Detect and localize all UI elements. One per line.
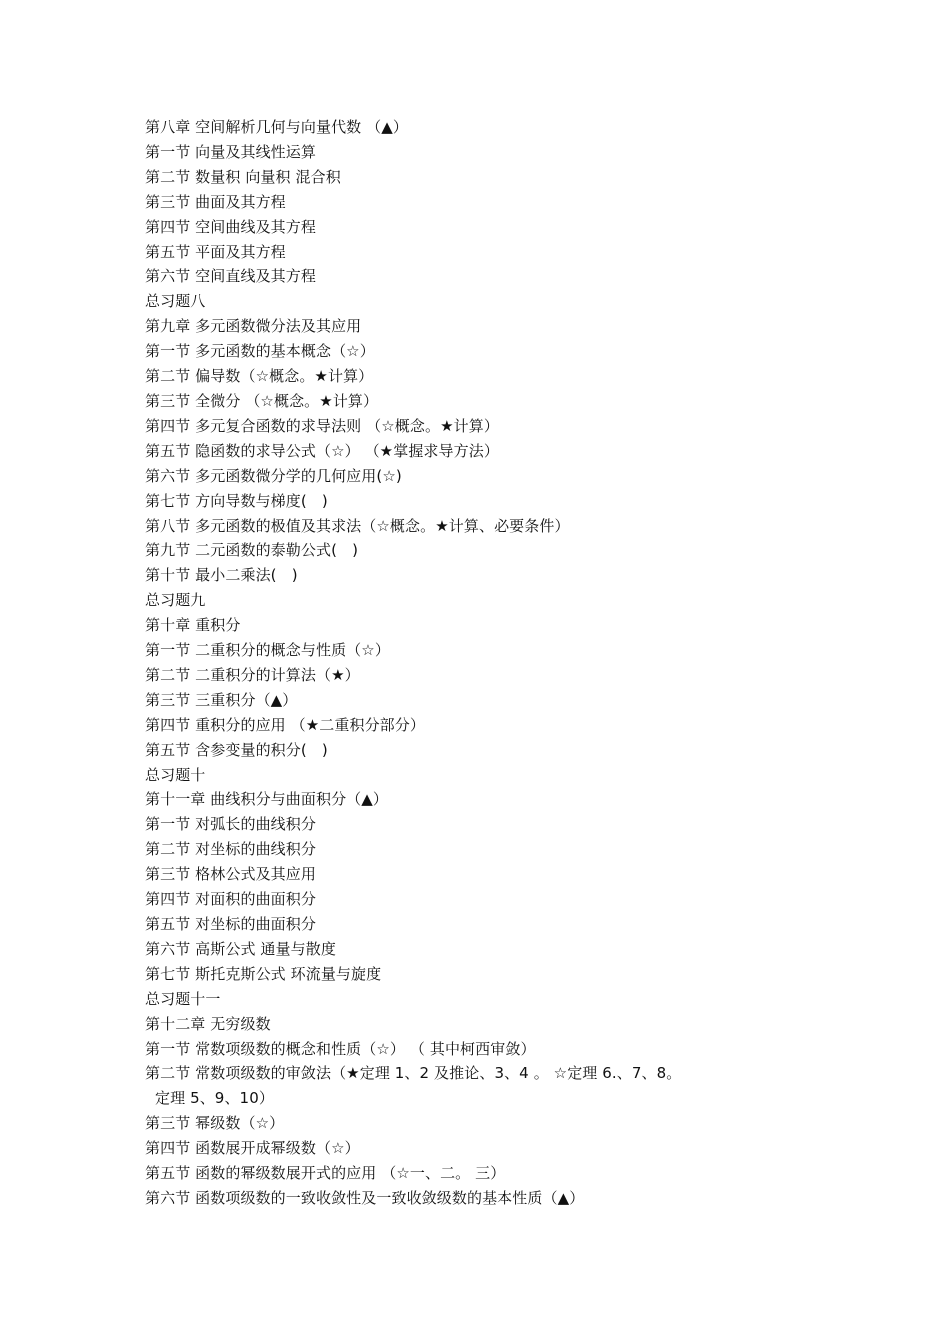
section-line: 第四节 多元复合函数的求导法则 （☆概念。★计算） xyxy=(145,416,499,435)
section-line: 第四节 对面积的曲面积分 xyxy=(145,890,316,909)
section-line: 第五节 对坐标的曲面积分 xyxy=(145,915,316,933)
section-line: 第一节 向量及其线性运算 xyxy=(145,142,316,161)
section-line: 第五节 平面及其方程 xyxy=(145,242,286,261)
section-line: 第五节 隐函数的求导公式（☆） （★掌握求导方法） xyxy=(145,441,499,460)
section-line: 第六节 空间直线及其方程 xyxy=(145,267,316,286)
section-line: 第九节 二元函数的泰勒公式( ) xyxy=(145,541,359,560)
chapter-heading: 第八章 空间解析几何与向量代数 （▲） xyxy=(145,118,408,136)
section-line: 第三节 全微分 （☆概念。★计算） xyxy=(145,391,379,410)
section-line: 第四节 重积分的应用 （★二重积分部分） xyxy=(145,715,425,734)
section-line: 第二节 二重积分的计算法（★） xyxy=(145,665,360,684)
section-line: 第十节 最小二乘法( ) xyxy=(145,566,298,585)
section-line: 第六节 多元函数微分学的几何应用(☆) xyxy=(145,466,402,485)
section-line: 第二节 对坐标的曲线积分 xyxy=(145,840,316,859)
review-exercises: 总习题十 xyxy=(145,765,206,784)
section-line: 第二节 数量积 向量积 混合积 xyxy=(145,167,341,186)
section-line: 第三节 幂级数（☆） xyxy=(145,1114,285,1133)
chapter-heading: 第十章 重积分 xyxy=(145,616,241,635)
section-line: 第八节 多元函数的极值及其求法（☆概念。★计算、必要条件） xyxy=(145,516,570,535)
section-line: 第一节 二重积分的概念与性质（☆） xyxy=(145,641,390,660)
section-line: 第六节 函数项级数的一致收敛性及一致收敛级数的基本性质（▲） xyxy=(145,1188,585,1207)
section-line-continuation: 定理 5、9、10） xyxy=(155,1089,274,1108)
section-line: 第一节 常数项级数的概念和性质（☆） （ 其中柯西审敛） xyxy=(145,1039,536,1058)
section-line: 第四节 空间曲线及其方程 xyxy=(145,217,316,236)
table-of-contents xyxy=(145,115,865,1211)
section-line: 第二节 常数项级数的审敛法（★定理 1、2 及推论、3、4 。 ☆定理 6.、7、8。 xyxy=(145,1064,682,1083)
section-line: 第四节 函数展开成幂级数（☆） xyxy=(145,1139,360,1158)
section-line: 第七节 斯托克斯公式 环流量与旋度 xyxy=(145,964,382,983)
section-line: 第六节 高斯公式 通量与散度 xyxy=(145,939,336,958)
chapter-heading: 第十一章 曲线积分与曲面积分（▲） xyxy=(145,790,389,809)
chapter-heading: 第九章 多元函数微分法及其应用 xyxy=(145,317,362,336)
review-exercises: 总习题九 xyxy=(145,591,206,610)
review-exercises: 总习题八 xyxy=(145,292,206,311)
chapter-heading: 第十二章 无穷级数 xyxy=(145,1014,271,1033)
section-line: 第三节 曲面及其方程 xyxy=(145,192,286,211)
section-line: 第五节 函数的幂级数展开式的应用 （☆一、二。 三） xyxy=(145,1164,506,1183)
section-line: 第一节 多元函数的基本概念（☆） xyxy=(145,342,375,361)
section-line: 第一节 对弧长的曲线积分 xyxy=(145,815,316,834)
section-line: 第三节 三重积分（▲） xyxy=(145,690,298,709)
review-exercises: 总习题十一 xyxy=(145,989,221,1008)
section-line: 第三节 格林公式及其应用 xyxy=(145,865,316,884)
section-line: 第二节 偏导数（☆概念。★计算） xyxy=(145,367,374,386)
section-line: 第七节 方向导数与梯度( ) xyxy=(145,491,328,510)
section-line: 第五节 含参变量的积分( ) xyxy=(145,740,328,759)
